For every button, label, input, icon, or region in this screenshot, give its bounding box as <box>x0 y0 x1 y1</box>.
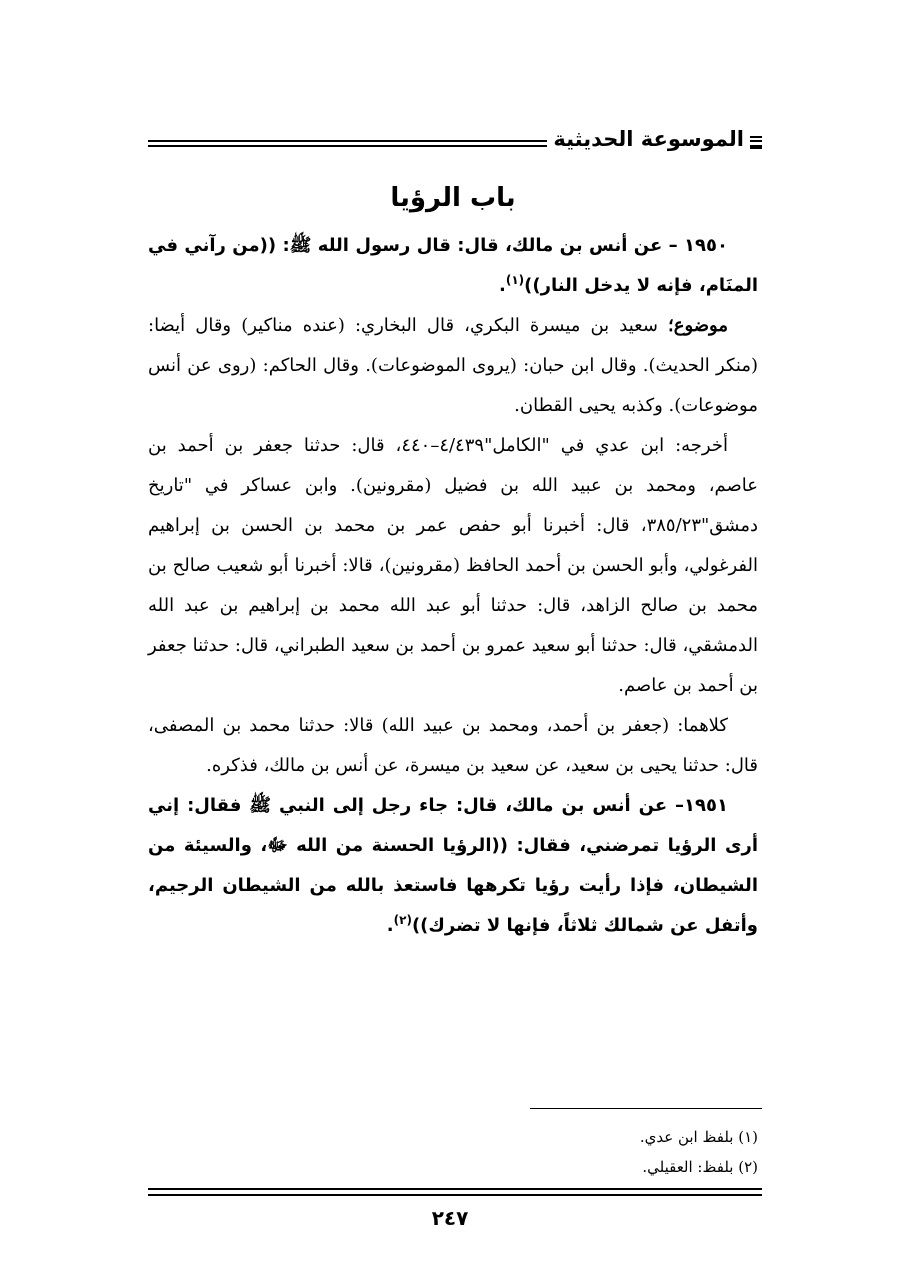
page-number: ٢٤٧ <box>431 1206 469 1230</box>
hadith-1951 <box>148 786 758 946</box>
mawdu-paragraph <box>148 306 758 426</box>
page-body <box>148 178 758 946</box>
footnote-ref-2: (٢) <box>393 913 412 927</box>
takhrij-paragraph: أخرجه: ابن عدي في "الكامل"٤/٤٣٩–٤٤٠، قال: حدثنا جعفر بن أحمد بن عاصم، ومحمد بن عبيد الله بن فضيل (مقرونين). وابن عساكر في "تاريخ دمشق"٣٨٥/٢٣، قال: أخبرنا أبو حفص عمر بن محمد بن الحسن بن إبراهيم الفرغولي، وأبو الحسن بن أحمد الحافظ (مقرونين)، قالا: أخبرنا أبو شعيب صالح بن محمد بن صالح الزاهد، قال: حدثنا أبو عبد الله محمد بن إبراهيم بن عبد الله الدمشقي، قال: حدثنا أبو سعيد عمرو بن أحمد بن سعيد الطبراني، قال: حدثنا جعفر بن أحمد بن عاصم. <box>148 435 758 696</box>
kilahuma-paragraph: كلاهما: (جعفر بن أحمد، ومحمد بن عبيد الله) قالا: حدثنا محمد بن المصفى، قال: حدثنا يحيى بن سعيد، عن سعيد بن ميسرة، عن أنس بن مالك، فذكره. <box>148 715 758 776</box>
hadith-1950-text: ١٩٥٠ – عن أنس بن مالك، قال: قال رسول الله ﷺ: ((من رآني في المنَام، فإنه لا يدخل النار)) <box>148 235 758 296</box>
mawdu-label: موضوع؛ <box>668 315 728 336</box>
hadith-1950 <box>148 226 758 306</box>
hadith-1951-end: . <box>386 915 394 936</box>
footnote-1: (١) بلفظ ابن عدي. <box>639 1128 758 1146</box>
footnote-separator <box>530 1108 762 1109</box>
running-header <box>148 128 762 154</box>
footnotes <box>148 1122 758 1182</box>
footnote-ref-1: (١) <box>505 273 525 287</box>
hadith-1950-end: . <box>498 275 506 296</box>
header-rule-tail <box>748 136 762 149</box>
mawdu-text: سعيد بن ميسرة البكري، قال البخاري: (عنده مناكير) وقال أيضا: (منكر الحديث). وقال ابن حبان: (يروى الموضوعات). وقال الحاكم: (روى عن أنس موضوعات). وكذبه يحيى القطان. <box>148 315 758 416</box>
hadith-1951-text: ١٩٥١– عن أنس بن مالك، قال: جاء رجل إلى النبي ﷺ فقال: إني أرى الرؤيا تمرضني، فقال: ((الرؤيا الحسنة من الله ﷻ، والسيئة من الشيطان، فإذا رأيت رؤيا تكرهها فاستعذ بالله من الشيطان الرجيم، وأتفل عن شمالك ثلاثاً، فإنها لا تضرك)) <box>148 795 758 936</box>
footnote-2: (٢) بلفظ: العقيلي. <box>642 1158 758 1176</box>
bottom-double-rule <box>148 1188 762 1196</box>
chapter-title: باب الرؤيا <box>390 183 516 213</box>
running-title: الموسوعة الحديثية <box>547 124 750 154</box>
